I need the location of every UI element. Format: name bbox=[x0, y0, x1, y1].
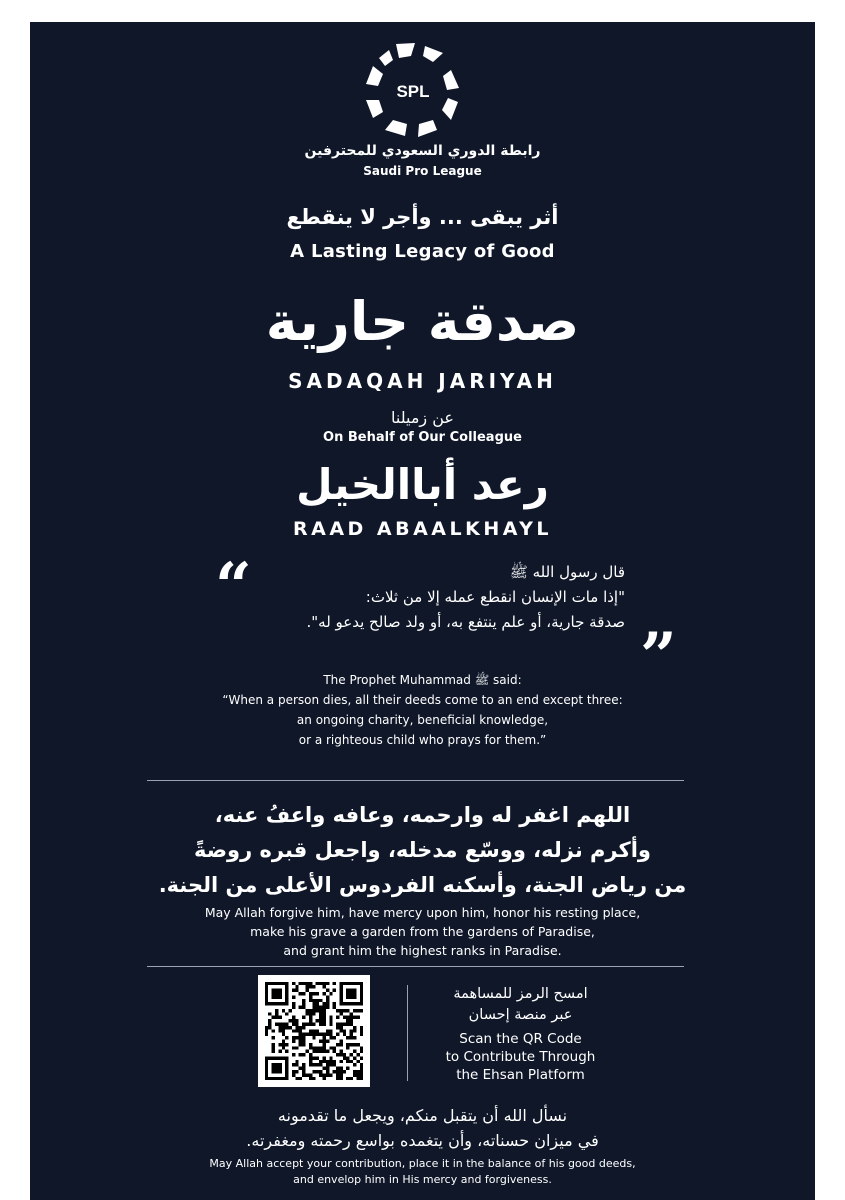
closing-prayer-english bbox=[30, 1156, 815, 1188]
hadith-english bbox=[30, 670, 815, 750]
closing-quote-icon: ” bbox=[640, 619, 677, 694]
dua-ar-line: اللهم اغفر له وارحمه، وعافه واعفُ عنه، bbox=[214, 803, 631, 827]
dua-en-line: make his grave a garden from the gardens of Paradise, bbox=[250, 924, 595, 939]
closing-ar-line: نسأل الله أن يتقبل منكم، ويجعل ما تقدمونه bbox=[277, 1106, 568, 1125]
scan-en-line: to Contribute Through bbox=[445, 1049, 596, 1065]
hadith-en-line: The Prophet Muhammad ﷺ said: bbox=[323, 673, 522, 687]
dua-en-line: May Allah forgive him, have mercy upon him, honor his resting place, bbox=[204, 905, 641, 920]
scan-ar-line: عبر منصة إحسان bbox=[468, 1007, 573, 1023]
on-behalf-english: On Behalf of Our Colleague bbox=[323, 430, 522, 445]
title-english: SADAQAH JARIYAH bbox=[288, 369, 557, 393]
vertical-divider bbox=[407, 985, 408, 1081]
scan-english bbox=[413, 1030, 628, 1084]
memorial-poster bbox=[30, 22, 815, 1200]
league-name-english: Saudi Pro League bbox=[363, 164, 482, 178]
hadith-en-line: an ongoing charity, beneficial knowledge, bbox=[296, 713, 549, 727]
scan-en-line: the Ehsan Platform bbox=[456, 1067, 585, 1083]
tagline-english: A Lasting Legacy of Good bbox=[290, 241, 555, 262]
qr-code-icon[interactable] bbox=[258, 975, 370, 1087]
colleague-name-arabic: رعد أباالخيل bbox=[296, 460, 549, 509]
closing-en-line: and envelop him in His mercy and forgiveness. bbox=[293, 1173, 552, 1186]
colleague-name-english: RAAD ABAALKHAYL bbox=[292, 518, 552, 540]
hadith-en-line: “When a person dies, all their deeds come to an end except three: bbox=[222, 693, 623, 707]
closing-ar-line: في ميزان حسناته، وأن يتغمده بواسع رحمته ومغفرته. bbox=[246, 1131, 599, 1150]
divider bbox=[147, 780, 684, 781]
on-behalf-arabic: عن زميلنا bbox=[391, 408, 454, 427]
logo-text: SPL bbox=[396, 82, 430, 101]
opening-quote-icon: “ bbox=[215, 549, 252, 624]
scan-instructions bbox=[413, 984, 628, 1084]
divider bbox=[147, 966, 684, 967]
dua-ar-line: من رياض الجنة، وأسكنه الفردوس الأعلى من الجنة. bbox=[158, 873, 687, 897]
closing-prayer-arabic bbox=[30, 1103, 815, 1153]
dua-english bbox=[30, 903, 815, 960]
scan-ar-line: امسح الرمز للمساهمة bbox=[453, 986, 588, 1002]
dua-arabic bbox=[30, 798, 815, 903]
dua-en-line: and grant him the highest ranks in Paradise. bbox=[283, 943, 562, 958]
scan-arabic bbox=[413, 984, 628, 1026]
closing-en-line: May Allah accept your contribution, place it in the balance of his good deeds, bbox=[209, 1157, 636, 1170]
hadith-arabic bbox=[220, 560, 625, 635]
hadith-ar-line: قال رسول الله ﷺ bbox=[509, 563, 625, 581]
scan-en-line: Scan the QR Code bbox=[459, 1031, 582, 1047]
hadith-ar-line: صدقة جارية، أو علم ينتفع به، أو ولد صالح يدعو له". bbox=[306, 613, 625, 631]
dua-ar-line: وأكرم نزله، ووسّع مدخله، واجعل قبره روضةً bbox=[194, 838, 651, 862]
tagline-arabic: أثر يبقى ... وأجر لا ينقطع bbox=[286, 205, 559, 229]
league-name-arabic: رابطة الدوري السعودي للمحترفين bbox=[304, 143, 541, 159]
spl-logo-icon bbox=[363, 40, 463, 140]
hadith-en-line: or a righteous child who prays for them.” bbox=[298, 733, 547, 747]
title-arabic: صدقة جارية bbox=[265, 290, 580, 353]
hadith-ar-line: "إذا مات الإنسان انقطع عمله إلا من ثلاث: bbox=[365, 588, 625, 606]
